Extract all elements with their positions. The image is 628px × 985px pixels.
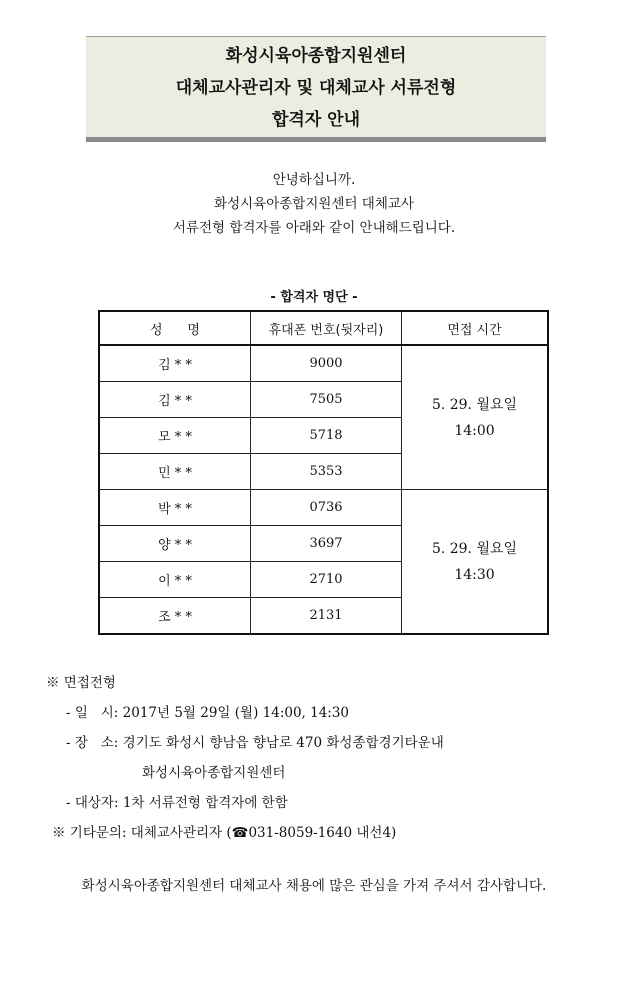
row-name: 김 * * — [99, 382, 251, 418]
row-name: 김 * * — [99, 345, 251, 382]
info-place: - 장 소: 경기도 화성시 향남읍 향남로 470 화성종합경기타운내 — [66, 735, 444, 751]
greeting-line-1: 안녕하십니까. — [272, 172, 356, 188]
interview-date: 5. 29. 월요일 — [431, 540, 518, 557]
table-header-row — [99, 311, 548, 345]
header-time: 면접 시간 — [402, 311, 549, 345]
header-name: 성 명 — [99, 311, 251, 345]
row-phone: 2710 — [251, 562, 402, 598]
row-name: 양 * * — [99, 526, 251, 562]
info-date: - 일 시: 2017년 5월 29일 (월) 14:00, 14:30 — [66, 705, 350, 721]
row-phone: 7505 — [251, 382, 402, 418]
roster-table — [98, 310, 549, 635]
row-phone: 3697 — [251, 526, 402, 562]
greeting-line-3: 서류전형 합격자를 아래와 같이 안내해드립니다. — [172, 220, 456, 236]
table-row — [99, 490, 548, 526]
greeting-line-2: 화성시육아종합지원센터 대체교사 — [214, 196, 414, 212]
row-phone: 2131 — [251, 598, 402, 635]
row-name: 민 * * — [99, 454, 251, 490]
interview-date: 5. 29. 월요일 — [431, 396, 518, 413]
interview-time-cell — [402, 490, 549, 635]
row-name: 박 * * — [99, 490, 251, 526]
title-box — [86, 36, 546, 142]
info-contact — [46, 818, 444, 848]
row-name: 이 * * — [99, 562, 251, 598]
closing-message: 화성시육아종합지원센터 대체교사 채용에 많은 관심을 가져 주셔서 감사합니다. — [81, 878, 547, 894]
interview-hour: 14:30 — [454, 566, 495, 583]
info-section — [46, 668, 444, 848]
contact-phone: 031-8059-1640 내선4) — [248, 825, 397, 841]
info-place-detail: 화성시육아종합지원센터 — [142, 765, 286, 781]
row-phone: 9000 — [251, 345, 402, 382]
row-name: 모 * * — [99, 418, 251, 454]
title-line-2: 대체교사관리자 및 대체교사 서류전형 — [175, 78, 457, 98]
header-phone: 휴대폰 번호(뒷자리) — [251, 311, 402, 345]
table-caption: - 합격자 명단 - — [270, 290, 358, 305]
interview-time-cell — [402, 345, 549, 490]
interview-hour: 14:00 — [454, 422, 495, 439]
row-phone: 5353 — [251, 454, 402, 490]
info-heading: ※ 면접전형 — [46, 675, 116, 691]
row-name: 조 * * — [99, 598, 251, 635]
contact-prefix: ※ 기타문의: 대체교사관리자 ( — [52, 825, 232, 841]
table-row — [99, 345, 548, 382]
greeting — [0, 168, 628, 240]
phone-icon: ☎ — [231, 825, 249, 841]
row-phone: 5718 — [251, 418, 402, 454]
title-line-1: 화성시육아종합지원센터 — [225, 46, 407, 66]
info-target: - 대상자: 1차 서류전형 합격자에 한함 — [66, 795, 288, 811]
title-line-3: 합격자 안내 — [271, 110, 361, 130]
row-phone: 0736 — [251, 490, 402, 526]
